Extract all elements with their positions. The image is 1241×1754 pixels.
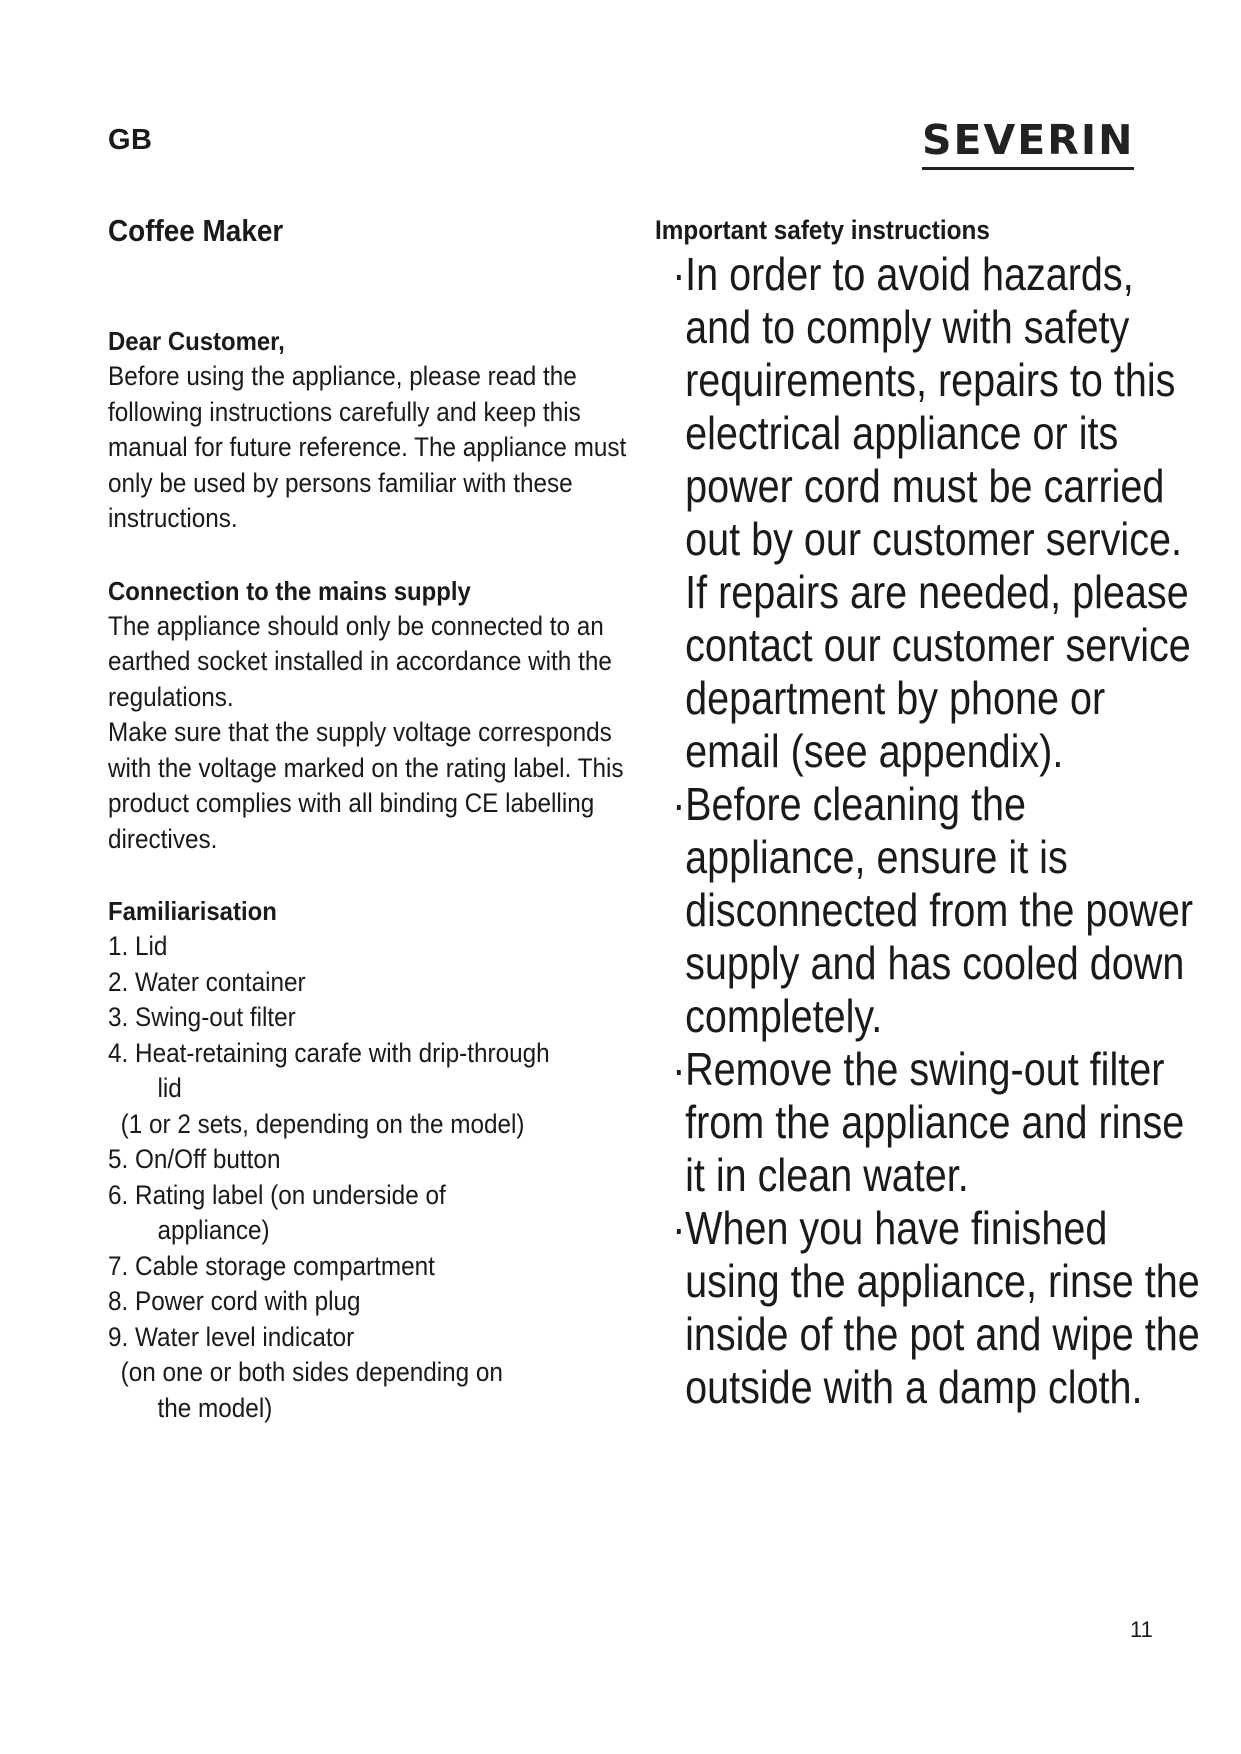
familiarisation-heading: Familiarisation: [108, 896, 277, 927]
mains-heading: Connection to the mains supply: [108, 575, 471, 606]
list-item-note: (1 or 2 sets, depending on the model): [120, 1108, 525, 1139]
safety-item-text: When you have finished using the appliance, rinse the inside of the pot and wipe the outside with a damp cloth.: [685, 1202, 1200, 1413]
list-item: 3. Swing-out filter: [108, 1002, 296, 1033]
bullet-icon: ·: [672, 1043, 686, 1095]
list-item: 5. On/Off button: [108, 1144, 281, 1175]
list-item: 2. Water container: [108, 966, 306, 997]
bullet-icon: ·: [672, 1202, 686, 1254]
safety-item-text: Remove the swing-out filter from the appliance and rinse it in clean water.: [685, 1043, 1185, 1201]
left-column: [108, 212, 628, 1426]
language-code: GB: [108, 124, 153, 156]
brand-name: SEVERIN: [922, 116, 1135, 164]
safety-item: [655, 778, 1210, 1043]
list-item-note: (on one or both sides depending on: [120, 1357, 503, 1388]
list-item: 1. Lid: [108, 931, 168, 962]
list-item-continuation: the model): [157, 1392, 273, 1423]
safety-item: [655, 248, 1210, 778]
bullet-icon: ·: [672, 248, 686, 300]
mains-text-2: Make sure that the supply voltage corresponds with the voltage marked on the rating label. This product complies with all binding CE labelling directives.: [108, 717, 624, 854]
list-item: 8. Power cord with plug: [108, 1286, 361, 1317]
brand-logo: [922, 116, 1135, 170]
safety-item-text: Before cleaning the appliance, ensure it is disconnected from the power supply and has cooled down completely.: [685, 778, 1194, 1042]
right-column: [655, 212, 1215, 1414]
list-item: 6. Rating label (on underside of: [108, 1179, 446, 1210]
logo-underline: [922, 167, 1134, 170]
document-title: Coffee Maker: [108, 213, 284, 248]
page-number: 11: [1130, 1617, 1153, 1642]
list-item-continuation: lid: [157, 1073, 182, 1104]
bullet-icon: ·: [672, 778, 686, 830]
safety-item-text: In order to avoid hazards, and to comply with safety requirements, repairs to this electrical appliance or its power cord must be carried out by our customer service. If repairs are needed, please contact our customer service department by phone or email (see appendix).: [685, 248, 1191, 777]
parts-list: [108, 929, 648, 1426]
list-item-continuation: appliance): [157, 1215, 270, 1246]
greeting-text: Before using the appliance, please read the following instructions carefully and keep this manual for future reference. The appliance must only be used by persons familiar with these instructions.: [108, 361, 627, 534]
safety-heading: Important safety instructions: [655, 215, 990, 245]
list-item: 9. Water level indicator: [108, 1321, 355, 1352]
list-item: 7. Cable storage compartment: [108, 1250, 435, 1281]
safety-item: [655, 1043, 1210, 1202]
mains-text-1: The appliance should only be connected to an earthed socket installed in accordance with the regulations.: [108, 610, 612, 712]
list-item: 4. Heat-retaining carafe with drip-through: [108, 1037, 550, 1068]
greeting-heading: Dear Customer,: [108, 326, 285, 357]
safety-item: [655, 1202, 1210, 1414]
